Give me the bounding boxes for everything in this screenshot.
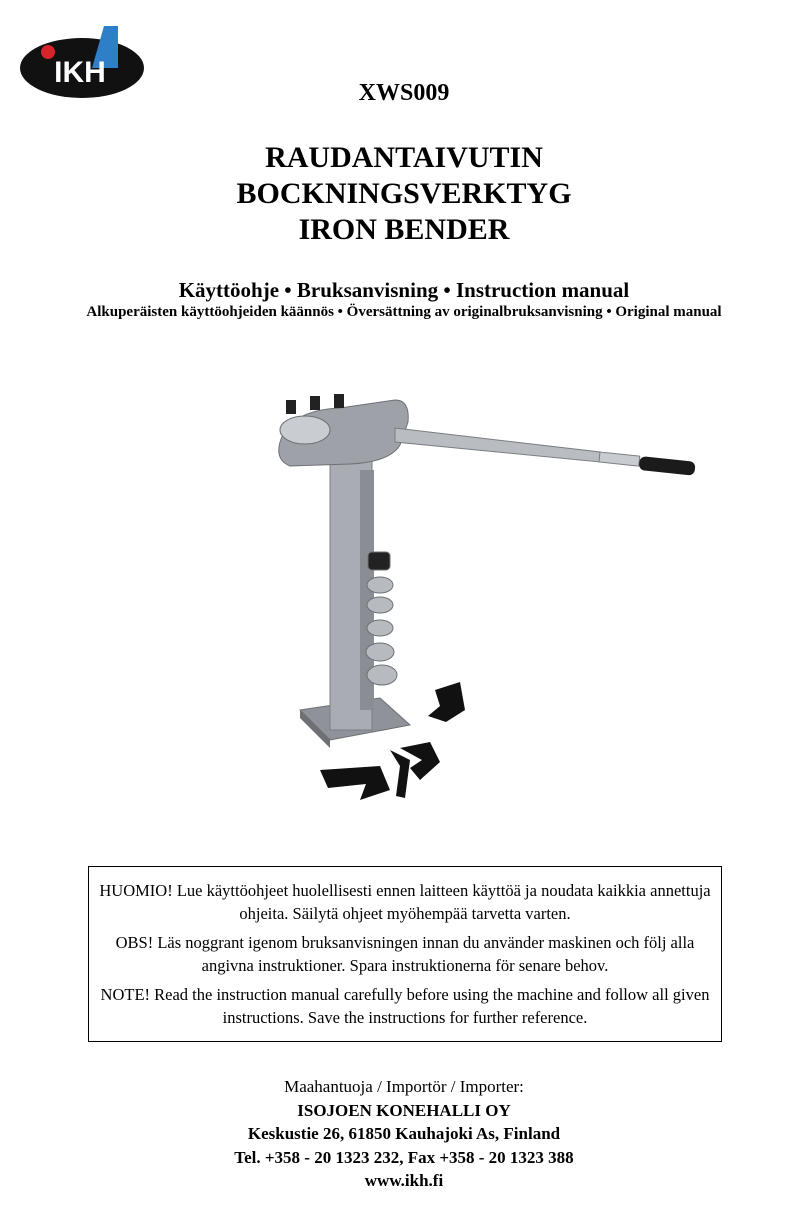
title-fi: RAUDANTAIVUTIN — [265, 141, 543, 174]
bending-head — [279, 394, 408, 466]
importer-label: Maahantuoja / Importör / Importer: — [284, 1077, 524, 1096]
importer-address: Keskustie 26, 61850 Kauhajoki As, Finland — [247, 1124, 561, 1143]
importer-block — [0, 1075, 808, 1193]
translation-line: Alkuperäisten käyttöohjeiden käännös • Översättning av originalbruksanvisning • Original manual — [86, 304, 722, 320]
importer-phone: Tel. +358 - 20 1323 232, Fax +358 - 20 1323 388 — [234, 1147, 574, 1167]
title-en: IRON BENDER — [298, 213, 510, 246]
importer-company: ISOJOEN KONEHALLI OY — [297, 1100, 511, 1120]
notice-sv: OBS! Läs noggrant igenom bruksanvisningen innan du använder maskinen och följ alla angivna instruktioner. Spara instruktionerna för senare behov. — [115, 933, 695, 975]
notice-box — [88, 866, 722, 1042]
notice-fi: HUOMIO! Lue käyttöohjeet huolellisesti ennen laitteen käyttöä ja noudata kaikkia annettuja ohjeita. Säilytä ohjeet myöhempää tarvetta varten. — [99, 881, 711, 923]
manual-line: Käyttöohje • Bruksanvisning • Instruction manual — [178, 278, 630, 302]
product-photo — [250, 370, 710, 820]
title-block — [0, 140, 808, 248]
model-number: XWS009 — [358, 80, 450, 106]
importer-website[interactable]: www.ikh.fi — [364, 1171, 444, 1190]
handle-grip — [639, 456, 696, 476]
title-sv: BOCKNINGSVERKTYG — [236, 177, 572, 210]
lever-arm — [395, 428, 600, 462]
notice-en: NOTE! Read the instruction manual carefully before using the machine and follow all given instructions. Save the instructions for further reference. — [100, 985, 710, 1027]
logo-text: IKH — [54, 56, 106, 89]
